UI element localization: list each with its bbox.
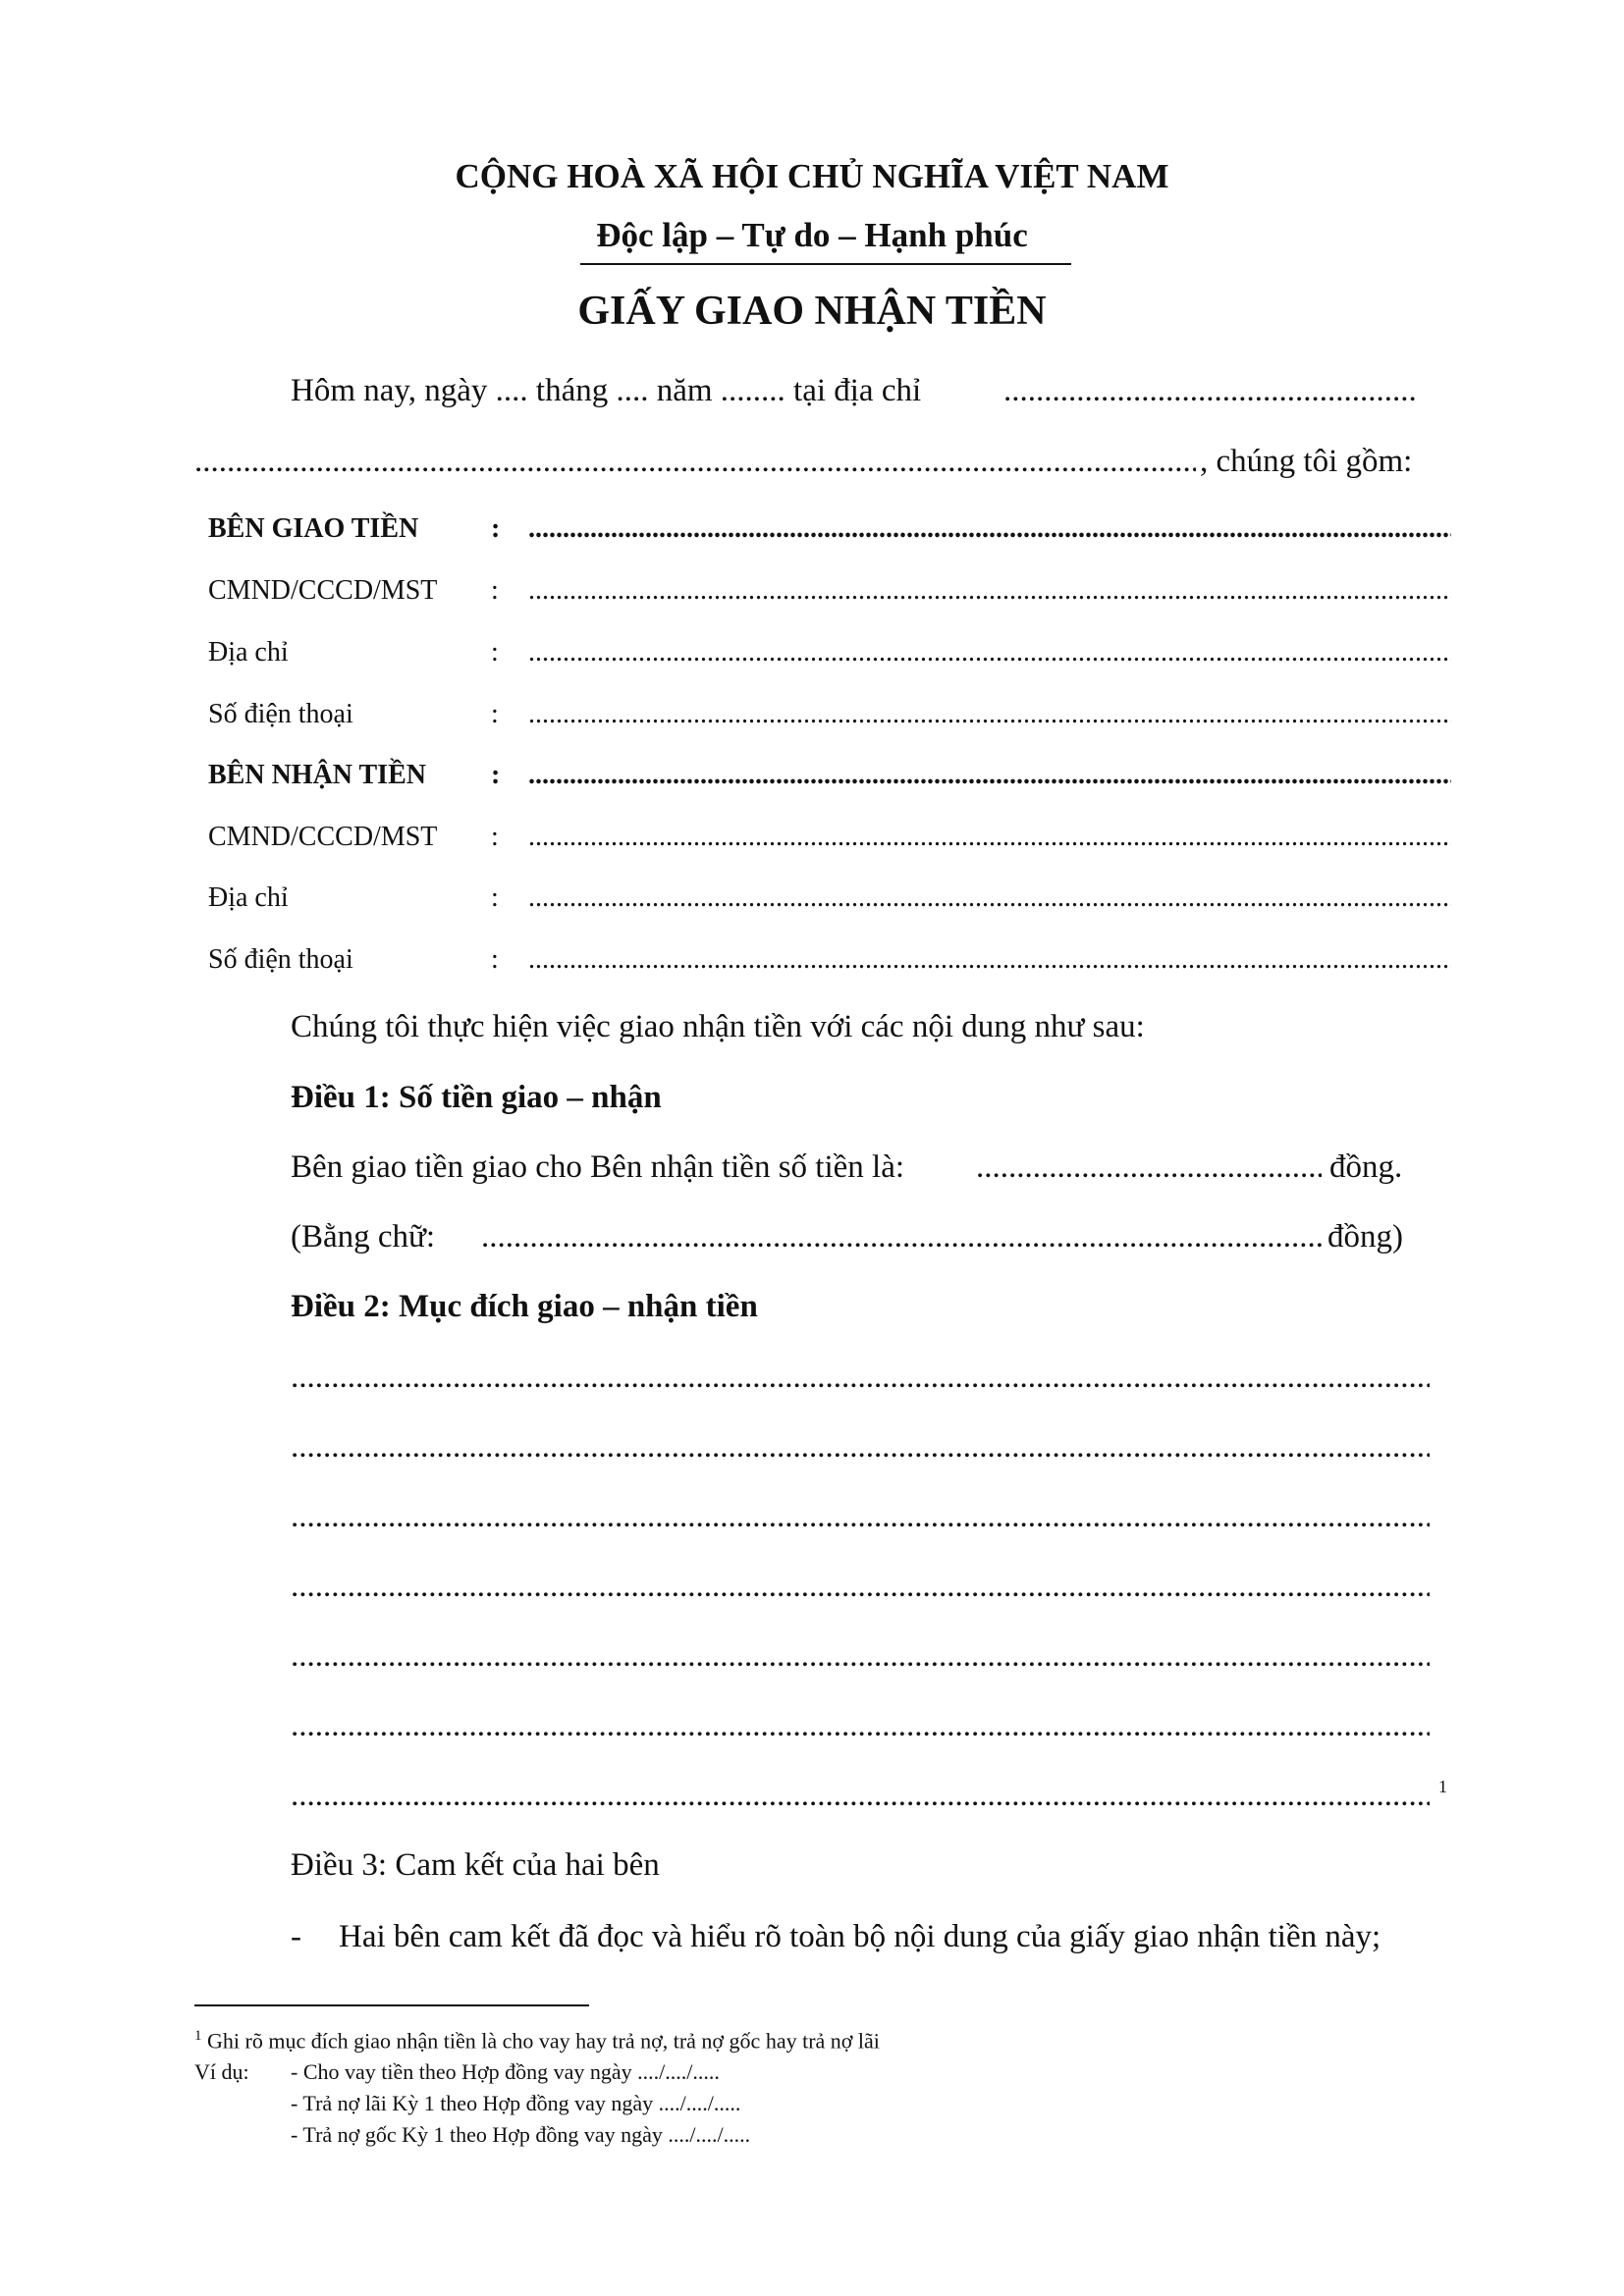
giver-phone-colon: : xyxy=(491,699,499,729)
giver-id-colon: : xyxy=(491,575,499,606)
article3-bullet: - xyxy=(291,1919,301,1954)
receiver-id-colon: : xyxy=(491,822,499,852)
article1-title: Điều 1: Số tiền giao – nhận xyxy=(291,1080,662,1115)
national-title: CỘNG HOÀ XÃ HỘI CHỦ NGHĨA VIỆT NAM xyxy=(455,157,1169,195)
footnote-reference: 1 xyxy=(1438,1777,1447,1796)
article2-line-6 xyxy=(291,1708,1430,1744)
giver-title-colon: : xyxy=(491,513,501,544)
article2-line-1 xyxy=(291,1360,1430,1396)
article2-line-7 xyxy=(291,1778,1430,1814)
receiver-address-dots xyxy=(528,882,1451,914)
giver-address-dots xyxy=(528,637,1451,668)
giver-title: BÊN GIAO TIỀN xyxy=(208,513,419,544)
receiver-address-colon: : xyxy=(491,882,499,913)
receiver-id-label: CMND/CCCD/MST xyxy=(208,822,438,852)
receiver-id-dots xyxy=(528,822,1451,853)
footnote-example-label: Ví dụ: xyxy=(194,2059,249,2084)
document-title: GIẤY GIAO NHẬN TIỀN xyxy=(577,289,1047,334)
receiver-title: BÊN NHẬN TIỀN xyxy=(208,760,426,790)
receiver-phone-colon: : xyxy=(491,944,499,975)
article1-amount-prefix: Bên giao tiền giao cho Bên nhận tiền số tiền là: xyxy=(291,1149,905,1185)
intro-address-dots-2 xyxy=(194,444,1196,480)
giver-name-dots xyxy=(528,513,1451,545)
national-motto: Độc lập – Tự do – Hạnh phúc xyxy=(596,216,1028,254)
receiver-phone-label: Số điện thoại xyxy=(208,944,353,975)
article1-words-prefix: (Bằng chữ: xyxy=(291,1219,436,1255)
intro-suffix: , chúng tôi gồm: xyxy=(1200,444,1413,479)
footnote-separator xyxy=(194,2004,589,2006)
article1-amount-suffix: đồng. xyxy=(1329,1149,1403,1185)
motto-underline xyxy=(580,263,1071,265)
giver-address-label: Địa chỉ xyxy=(208,637,289,667)
article2-line-4 xyxy=(291,1569,1430,1605)
footnote-text: Ghi rõ mục đích giao nhận tiền là cho vay hay trả nợ, trả nợ gốc hay trả nợ lãi xyxy=(207,2028,880,2054)
intro-date-text: Hôm nay, ngày .... tháng .... năm ........ tại địa chỉ xyxy=(291,373,922,408)
footnote-example-1: - Cho vay tiền theo Hợp đồng vay ngày ..../..../..... xyxy=(291,2059,720,2084)
article2-line-5 xyxy=(291,1638,1430,1675)
giver-address-colon: : xyxy=(491,637,499,667)
footnote-main xyxy=(194,2028,880,2054)
footnote-example-3: - Trả nợ gốc Kỳ 1 theo Hợp đồng vay ngày ..../..../..... xyxy=(291,2122,751,2147)
article1-words-suffix: đồng) xyxy=(1327,1219,1403,1255)
giver-id-label: CMND/CCCD/MST xyxy=(208,575,438,606)
intro-date-line xyxy=(291,373,921,409)
receiver-name-dots xyxy=(528,760,1451,791)
article2-line-2 xyxy=(291,1429,1430,1466)
receiver-address-label: Địa chỉ xyxy=(208,882,289,913)
statement-text: Chúng tôi thực hiện việc giao nhận tiền với các nội dung như sau: xyxy=(291,1009,1145,1044)
article2-title: Điều 2: Mục đích giao – nhận tiền xyxy=(291,1289,758,1324)
receiver-title-colon: : xyxy=(491,760,501,790)
article1-amount-dots xyxy=(976,1149,1322,1186)
receiver-phone-dots xyxy=(528,944,1451,976)
giver-phone-label: Số điện thoại xyxy=(208,699,353,729)
article3-title: Điều 3: Cam kết của hai bên xyxy=(291,1847,660,1883)
giver-phone-dots xyxy=(528,699,1451,730)
article1-words-dots xyxy=(481,1219,1326,1255)
intro-address-dots xyxy=(1003,373,1416,409)
footnote-example-2: - Trả nợ lãi Kỳ 1 theo Hợp đồng vay ngày ..../..../..... xyxy=(291,2091,741,2115)
article3-item-1: Hai bên cam kết đã đọc và hiểu rõ toàn bộ nội dung của giấy giao nhận tiền này; xyxy=(339,1919,1381,1954)
article2-line-3 xyxy=(291,1499,1430,1535)
footnote-marker: 1 xyxy=(194,2028,202,2044)
giver-id-dots xyxy=(528,575,1451,607)
